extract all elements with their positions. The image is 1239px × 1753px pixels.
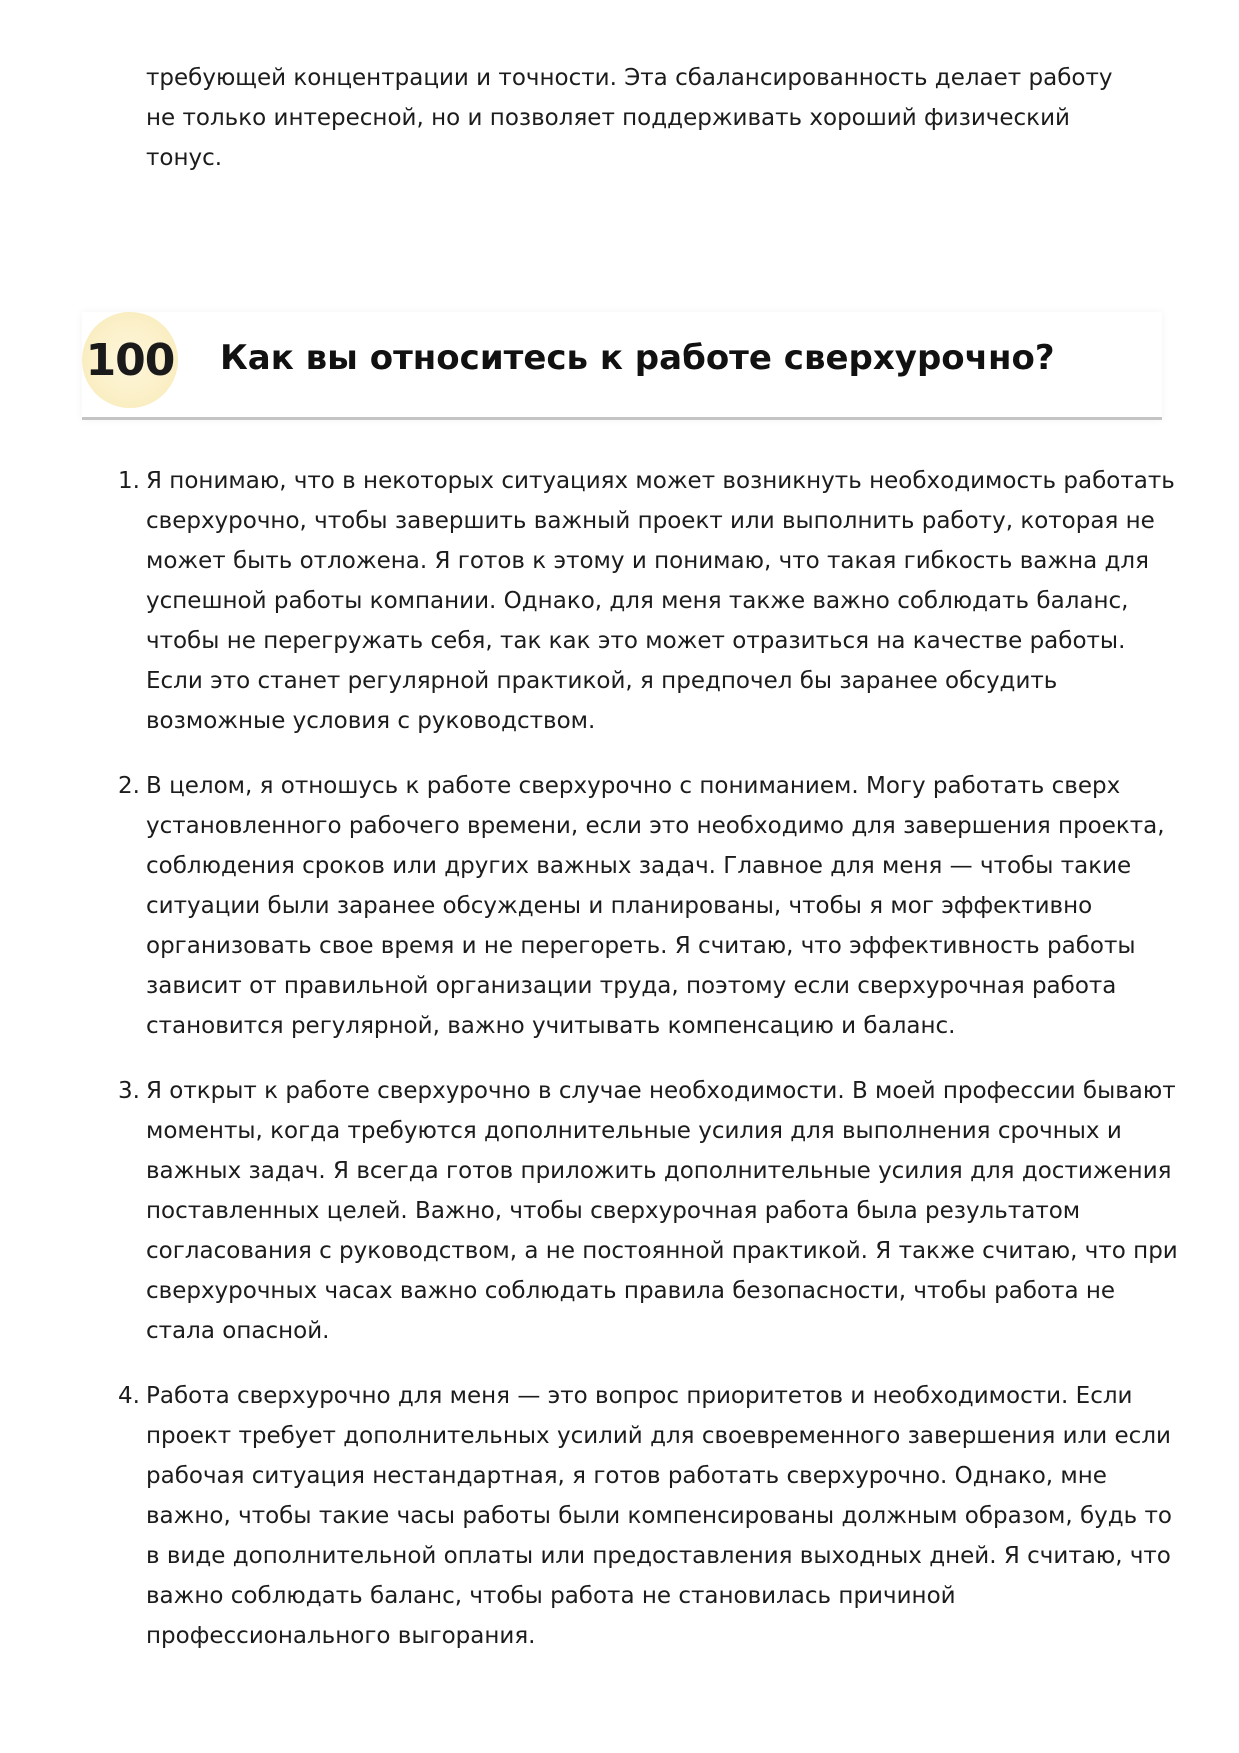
list-item-text: Я открыт к работе сверхурочно в случае необходимости. В моей профессии бывают моменты, когда требуются дополнительные усилия для выполнения срочных и важных задач. Я всегда готов приложить дополнительные усилия для достижения поставленных целей. Важно, чтобы сверхурочная работа была результатом согласования с руководством, а не постоянной практикой. Я также считаю, что при сверхурочных часах важно соблюдать правила безопасности, чтобы работа не стала опасной. [146, 1078, 1178, 1344]
list-item-number: 4. [118, 1383, 140, 1409]
header-divider [82, 417, 1162, 420]
section-header [82, 312, 1162, 420]
list-item-text: Я понимаю, что в некоторых ситуациях может возникнуть необходимость работать сверхурочно, чтобы завершить важный проект или выполнить работу, которая не может быть отложена. Я готов к этому и понимаю, что такая гибкость важна для успешной работы компании. Однако, для меня также важно соблюдать баланс, чтобы не перегружать себя, так как это может отразиться на качестве работы. Если это станет регулярной практикой, я предпочел бы заранее обсудить возможные условия с руководством. [146, 468, 1175, 734]
list-item [118, 461, 1178, 741]
intro-continuation-text: требующей концентрации и точности. Эта сбалансированность делает работу не только интересной, но и позволяет поддерживать хороший физический тонус. [146, 65, 1113, 171]
list-item [118, 766, 1178, 1046]
list-item-number: 2. [118, 773, 140, 799]
list-item-text: В целом, я отношусь к работе сверхурочно с пониманием. Могу работать сверх установленного рабочего времени, если это необходимо для завершения проекта, соблюдения сроков или других важных задач. Главное для меня — чтобы такие ситуации были заранее обсуждены и планированы, чтобы я мог эффективно организовать свое время и не перегореть. Я считаю, что эффективность работы зависит от правильной организации труда, поэтому если сверхурочная работа становится регулярной, важно учитывать компенсацию и баланс. [146, 773, 1165, 1039]
question-number-badge: 100 [82, 312, 178, 408]
section-title: Как вы относитесь к работе сверхурочно? [220, 338, 1055, 378]
list-item [118, 1376, 1178, 1656]
list-item-number: 1. [118, 468, 140, 494]
list-item-text: Работа сверхурочно для меня — это вопрос приоритетов и необходимости. Если проект требует дополнительных усилий для своевременного завершения или если рабочая ситуация нестандартная, я готов работать сверхурочно. Однако, мне важно, чтобы такие часы работы были компенсированы должным образом, будь то в виде дополнительной оплаты или предоставления выходных дней. Я считаю, что важно соблюдать баланс, чтобы работа не становилась причиной профессионального выгорания. [146, 1383, 1173, 1649]
list-item-number: 3. [118, 1078, 140, 1104]
list-item [118, 1071, 1178, 1351]
answers-list [118, 461, 1178, 1681]
